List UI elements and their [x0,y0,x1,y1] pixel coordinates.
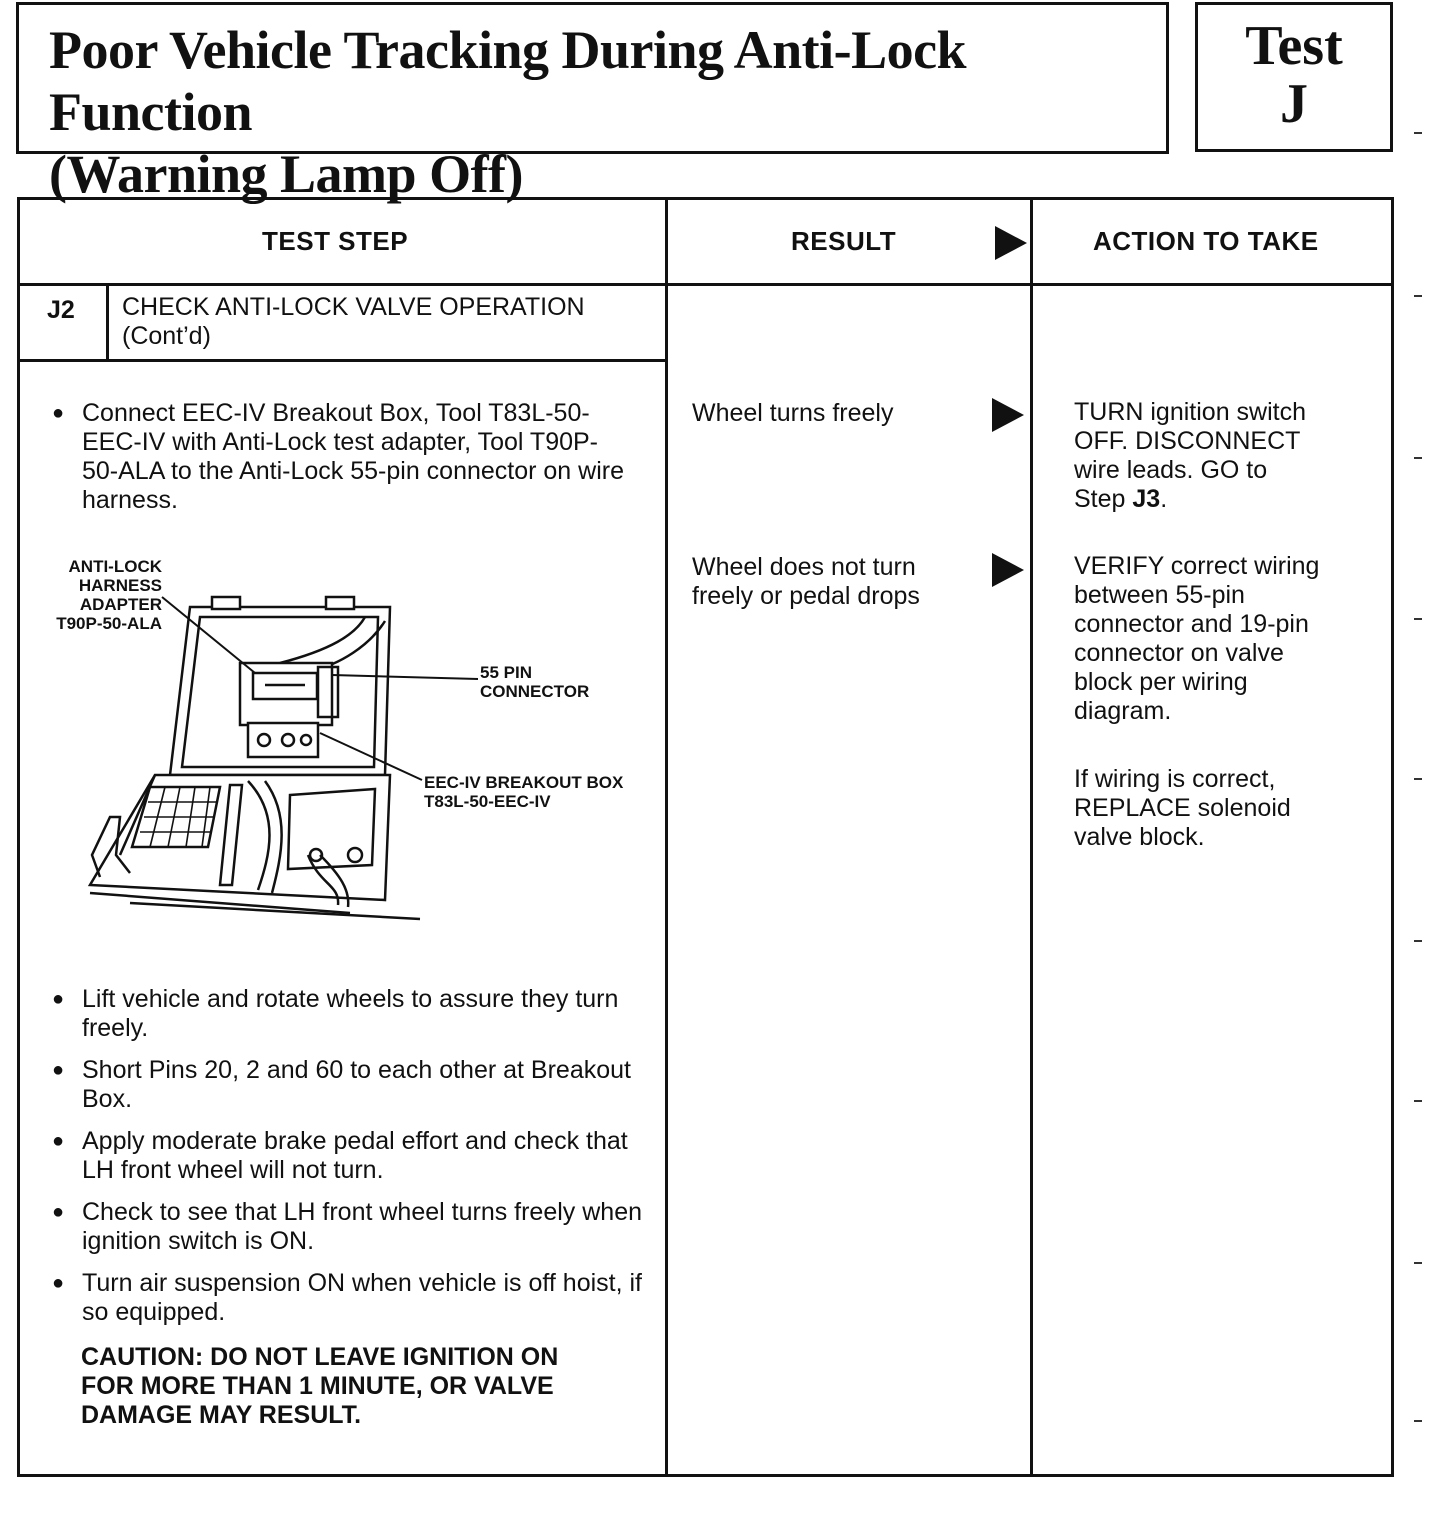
edge-mark [1414,132,1422,134]
column-header-result: RESULT [791,226,897,256]
breakout-box-drawing [20,555,660,925]
step-reference: J3 [1132,485,1161,513]
title-box [16,2,1169,204]
column-header-action: ACTION TO TAKE [1093,226,1319,256]
breakout-box-illustration [20,555,660,925]
procedure-list [52,985,642,1340]
page-title [49,19,1166,205]
edge-mark [1414,1420,1422,1422]
edge-mark [1414,1100,1422,1102]
test-table [17,197,1394,1477]
action-3: If wiring is correct, REPLACE solenoid valve block. [1074,765,1291,851]
step-title-divider [20,359,666,362]
action-2: VERIFY correct wiring between 55-pin connector and 19-pin connector on valve block per wiring diagram. [1074,552,1320,725]
procedure-item: ● Apply moderate brake pedal effort and check that LH front wheel will not turn. [52,1127,642,1185]
header-arrow-icon [995,226,1027,260]
procedure-item: ● Short Pins 20, 2 and 60 to each other at Breakout Box. [52,1056,642,1114]
connect-instruction: ● Connect EEC-IV Breakout Box, Tool T83L-50-EEC-IV with Anti-Lock test adapter, Tool T90P-50-ALA to the Anti-Lock 55-pin connector on wire harness. [52,399,632,515]
caution-note: CAUTION: DO NOT LEAVE IGNITION ON FOR MORE THAN 1 MINUTE, OR VALVE DAMAGE MAY RESULT. [81,1343,559,1429]
step-title-line-1: CHECK ANTI-LOCK VALVE OPERATION [122,293,585,321]
result-1: Wheel turns freely [692,399,894,427]
step-title [122,293,585,351]
step-title-line-2: (Cont’d) [122,322,211,350]
label-eec-iv-breakout-box: EEC-IV BREAKOUT BOX T83L-50-EEC-IV [424,773,624,811]
test-id-box [1195,2,1393,152]
edge-mark [1414,940,1422,942]
step-id-divider [106,285,109,360]
procedure-item: ● Check to see that LH front wheel turns freely when ignition switch is ON. [52,1198,642,1256]
column-divider-2 [1030,200,1033,1477]
result-2: Wheel does not turn freely or pedal drops [692,553,920,610]
header-divider [20,283,1394,286]
result-2-arrow-icon [992,553,1024,587]
result-1-arrow-icon [992,398,1024,432]
title-line-1: Poor Vehicle Tracking During Anti-Lock Function [49,20,967,142]
column-header-test-step: TEST STEP [262,226,409,256]
edge-mark [1414,778,1422,780]
test-letter: J [1280,73,1308,135]
test-word: Test [1245,15,1343,77]
edge-mark [1414,618,1422,620]
edge-mark [1414,295,1422,297]
connect-instruction-list [52,399,632,515]
edge-mark [1414,457,1422,459]
title-line-2: (Warning Lamp Off) [49,144,524,204]
procedure-item: ● Lift vehicle and rotate wheels to assure they turn freely. [52,985,642,1043]
edge-mark [1414,1262,1422,1264]
column-divider-1 [665,200,668,1477]
procedure-item: ● Turn air suspension ON when vehicle is off hoist, if so equipped. [52,1269,642,1327]
action-1: TURN ignition switch OFF. DISCONNECT wire leads. GO to Step J3. [1074,398,1307,513]
step-id: J2 [47,296,75,324]
label-harness-adapter: ANTI-LOCK HARNESS ADAPTER T90P-50-ALA [56,557,162,633]
label-55-pin-connector: 55 PIN CONNECTOR [480,663,590,701]
